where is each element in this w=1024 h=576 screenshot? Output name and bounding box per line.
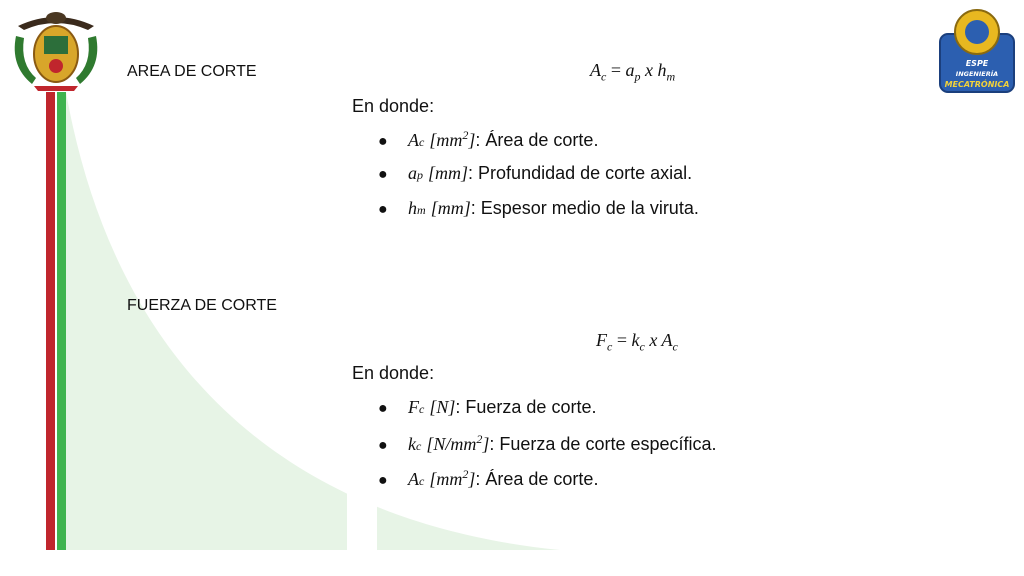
unit: $[mm^2]$ <box>429 128 476 150</box>
formula-rhs-b: h <box>657 60 667 80</box>
symbol: A <box>408 469 419 489</box>
formula-rhs-b: A <box>661 330 673 350</box>
description: : Fuerza de corte. <box>455 397 597 417</box>
description: : Área de corte. <box>475 130 599 150</box>
formula-lhs-sub: c <box>601 69 607 84</box>
section-title-fuerza: FUERZA DE CORTE <box>127 297 277 314</box>
section-title-area: AREA DE CORTE <box>127 63 257 80</box>
description: : Fuerza de corte específica. <box>489 434 717 454</box>
unit: $[N/mm^2]$ <box>426 432 490 454</box>
symbol: a <box>408 163 417 183</box>
formula-rhs-a: k <box>631 330 640 350</box>
unit: [N] <box>429 397 456 417</box>
list-item <box>378 198 699 233</box>
symbol-sub: p <box>417 168 423 182</box>
definitions-heading: En donde: <box>352 96 435 116</box>
symbol-sub: c <box>419 474 425 488</box>
list-item <box>378 128 699 163</box>
bullet-icon: ● <box>378 437 388 454</box>
description: : Profundidad de corte axial. <box>468 163 693 183</box>
logo-text-mecatronica: MECATRÓNICA <box>944 80 1010 89</box>
formula-rhs-a-sub: p <box>634 69 641 84</box>
white-notch <box>347 492 377 552</box>
definitions-heading: En donde: <box>352 363 435 383</box>
symbol: A <box>408 130 419 150</box>
list-item <box>378 432 717 467</box>
formula-lhs-sub: c <box>607 339 613 354</box>
formula-rhs-a-sub: c <box>639 339 645 354</box>
description: : Área de corte. <box>475 469 599 489</box>
green-stripe <box>57 92 66 550</box>
logo-text-espe: ESPE <box>965 59 989 68</box>
list-item <box>378 397 717 432</box>
list-item <box>378 467 717 502</box>
formula-operator: x <box>644 60 653 80</box>
formula-rhs-b-sub: c <box>672 339 678 354</box>
definitions-list <box>378 128 699 233</box>
unit: $[mm^2]$ <box>429 467 476 489</box>
symbol-sub: c <box>419 135 425 149</box>
bullet-icon: ● <box>378 133 388 150</box>
symbol-sub: m <box>417 203 426 217</box>
formula-operator: x <box>649 330 658 350</box>
bullet-icon: ● <box>378 472 388 489</box>
symbol: h <box>408 198 417 218</box>
formula-rhs-a: a <box>625 60 635 80</box>
red-stripe <box>46 92 55 550</box>
list-item <box>378 163 699 198</box>
unit: [mm] <box>430 198 471 218</box>
formula-force: $F_c = k_c$ x $A_c$ <box>596 330 678 354</box>
formula-lhs: A <box>590 60 601 80</box>
definitions-list <box>378 397 717 502</box>
bullet-icon: ● <box>378 400 388 417</box>
espe-mecatronica-logo <box>938 6 1016 94</box>
bullet-icon: ● <box>378 166 388 183</box>
symbol: k <box>408 434 416 454</box>
symbol-sub: c <box>419 402 425 416</box>
coat-of-arms-logo <box>8 6 104 92</box>
unit: [mm] <box>428 163 469 183</box>
description: : Espesor medio de la viruta. <box>470 198 699 218</box>
symbol: F <box>408 397 419 417</box>
formula-area: $A_c = a_p$ x $h_m$ <box>590 60 676 84</box>
symbol-sub: c <box>416 439 422 453</box>
formula-lhs: F <box>596 330 607 350</box>
formula-rhs-b-sub: m <box>666 69 676 84</box>
logo-text-ingenieria: INGENIERÍA <box>955 70 999 78</box>
bullet-icon: ● <box>378 201 388 218</box>
